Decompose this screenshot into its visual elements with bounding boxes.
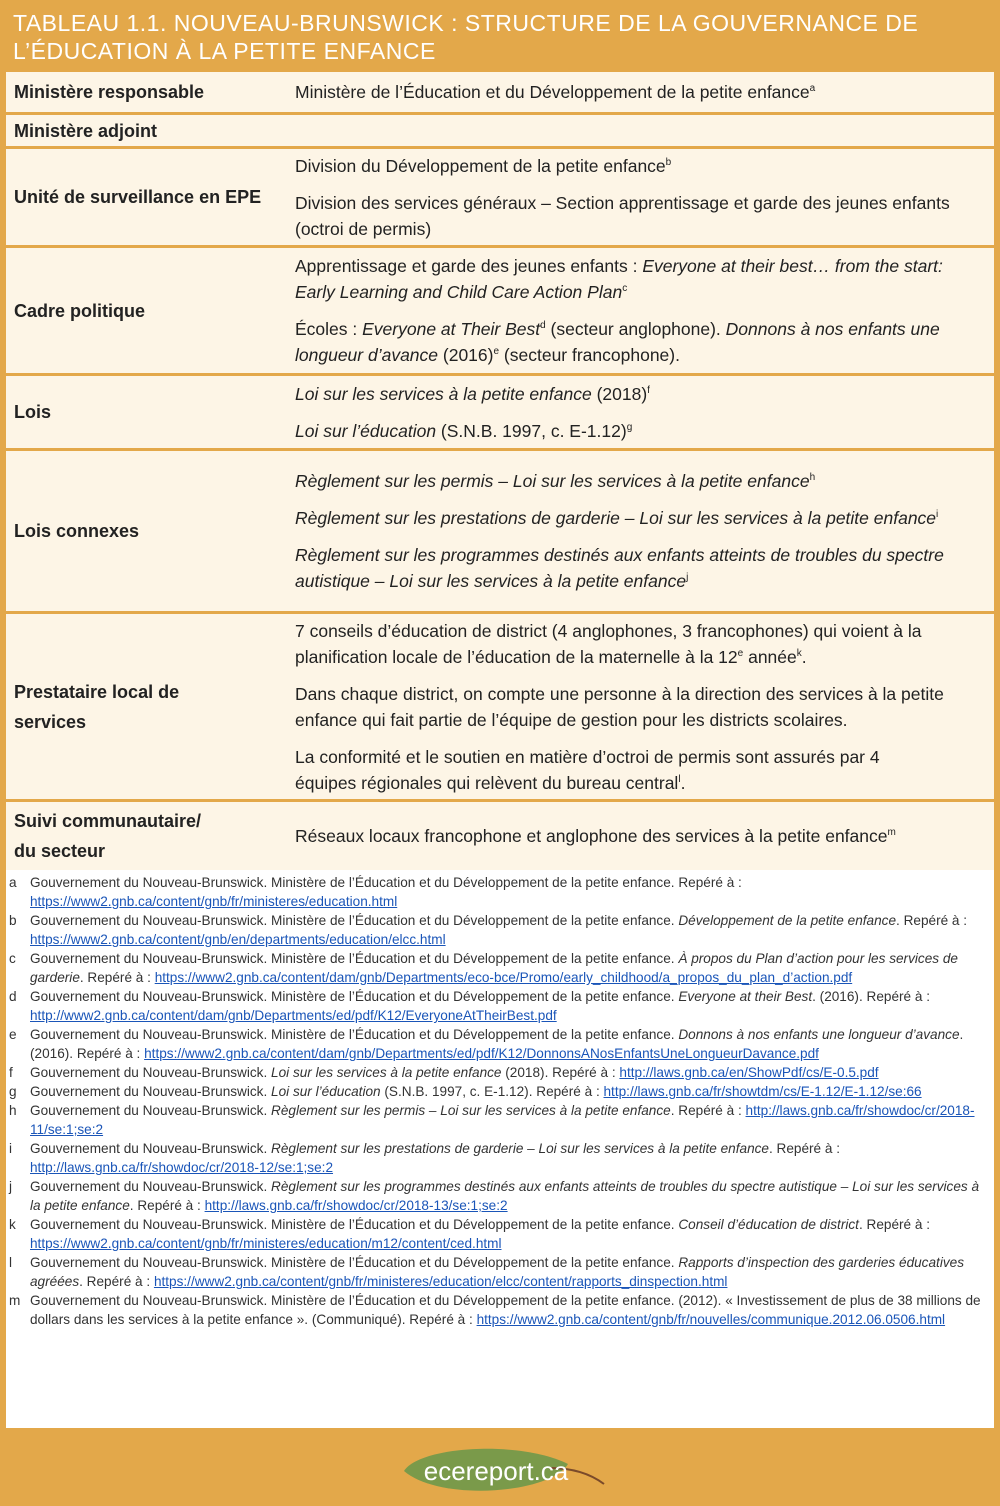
footnote-link[interactable]: https://www2.gnb.ca/content/gnb/fr/nouvelles/communique.2012.06.0506.html (476, 1312, 946, 1327)
footnote-ref: h (809, 472, 816, 484)
row-label: Lois connexes (14, 521, 140, 541)
footnote-ref: a (809, 83, 816, 95)
footnote-text: Gouvernement du Nouveau-Brunswick. Ministère de l’Éducation et du Développement de la petite enfance. (30, 1217, 679, 1232)
footnote-letter: l (9, 1255, 13, 1270)
ordinal-sup: e (737, 647, 744, 659)
row-text-italic: Everyone at Their Best (362, 319, 541, 339)
footnote-title: Règlement sur les programmes destinés aux enfants atteints de troubles du spectre autistique – Loi sur les services à la petite enfance (30, 1179, 980, 1213)
row-text-italic: Règlement sur les programmes destinés aux enfants atteints de troubles du spectre autistique – Loi sur les services à la petite enfance (295, 545, 944, 591)
footnote-letter: c (9, 951, 16, 966)
footnote-ref: d (540, 320, 546, 332)
footnote-link[interactable]: http://laws.gnb.ca/fr/showtdm/cs/E-1.12/E-1.12/se:66 (603, 1084, 922, 1099)
row-label: Cadre politique (14, 300, 146, 321)
footnote-title: À propos du Plan d’action pour les services de garderie (30, 951, 958, 985)
footnote (6, 1101, 994, 1139)
table-row (6, 451, 994, 614)
footnote-title: Conseil d’éducation de district (678, 1217, 859, 1232)
footnote-letter: m (9, 1293, 21, 1308)
footnote-ref: i (936, 509, 939, 521)
table-row (6, 614, 994, 802)
row-text: Division du Développement de la petite enfance (295, 155, 666, 176)
footnote (6, 1215, 994, 1253)
table-row (6, 115, 994, 149)
row-text: Dans chaque district, on compte une personne à la direction des services à la petite enfance qui fait partie de l’équipe de gestion pour les districts scolaires. (295, 683, 944, 730)
footnote-ref: k (796, 647, 802, 659)
footnote-text: . Repéré à : (768, 1141, 841, 1156)
footnote-link[interactable]: https://www2.gnb.ca/content/gnb/fr/ministeres/education/m12/content/ced.html (30, 1236, 502, 1251)
footnotes (6, 870, 994, 1428)
footnote-letter: d (9, 989, 17, 1004)
row-content (288, 802, 994, 870)
row-content (288, 72, 994, 112)
footnote-link[interactable]: https://www2.gnb.ca/content/gnb/fr/ministeres/education/elcc/content/rapports_dinspection.html (153, 1274, 728, 1289)
footnote (6, 949, 994, 987)
row-text: Écoles : (295, 319, 363, 339)
footnote-letter: i (9, 1141, 13, 1156)
footnote-letter: k (9, 1217, 16, 1232)
footnote-link[interactable]: http://laws.gnb.ca/fr/showdoc/cr/2018-12/se:1;se:2 (30, 1160, 334, 1175)
footnote-text: . (2016). Repéré à : (30, 1027, 964, 1061)
footnote (6, 873, 994, 911)
row-text-italic: Donnons à nos enfants une longueur d’avance (295, 319, 940, 365)
footnote-title: Loi sur l’éducation (271, 1084, 381, 1099)
row-content (288, 248, 994, 373)
table-row (6, 802, 994, 870)
row-text: Apprentissage et garde des jeunes enfants : (295, 256, 643, 276)
footnote (6, 1291, 994, 1329)
footnote (6, 1253, 994, 1291)
footnote-text: Gouvernement du Nouveau-Brunswick. Ministère de l’Éducation et du Développement de la petite enfance. (30, 1255, 679, 1270)
footnote-link[interactable]: http://laws.gnb.ca/fr/showdoc/cr/2018-13/se:1;se:2 (204, 1198, 508, 1213)
footnote-text: Gouvernement du Nouveau-Brunswick. (30, 1065, 272, 1080)
row-label: Ministère responsable (14, 82, 205, 102)
governance-table (6, 72, 994, 870)
row-text-italic: Règlement sur les prestations de garderie – Loi sur les services à la petite enfance (295, 508, 937, 528)
title-line-1: TABLEAU 1.1. NOUVEAU-BRUNSWICK : STRUCTURE DE LA GOUVERNANCE DE (13, 10, 919, 36)
row-content (288, 451, 994, 611)
footnote-text: Gouvernement du Nouveau-Brunswick. (30, 1103, 272, 1118)
footnote (6, 1082, 994, 1101)
footnote-link[interactable]: https://www2.gnb.ca/content/dam/gnb/Departments/ed/pdf/K12/DonnonsANosEnfantsUneLongueurDavance.pdf (144, 1046, 819, 1061)
footnote-letter: a (9, 875, 17, 890)
footnote-title: Règlement sur les permis – Loi sur les services à la petite enfance (271, 1103, 671, 1118)
footnote-link[interactable]: http://laws.gnb.ca/fr/showdoc/cr/2018-11/se:1;se:2 (30, 1103, 975, 1137)
footnote-ref: l (678, 773, 681, 785)
footnote-ref: f (647, 384, 650, 396)
footnote-text: Gouvernement du Nouveau-Brunswick. Ministère de l’Éducation et du Développement de la petite enfance. (2012). « Investissement de plus de 38 millions de dollars dans les services à la petite enfance ». (Communiqué). Repéré à : (30, 1293, 981, 1327)
footnote-ref: c (622, 283, 628, 295)
footnote-text: Gouvernement du Nouveau-Brunswick. (30, 1141, 272, 1156)
logo-text: ecereport.ca (423, 1456, 569, 1486)
row-text: (secteur anglophone). (545, 319, 726, 339)
table-row (6, 248, 994, 376)
footnote (6, 1177, 994, 1215)
row-text: (2018) (591, 383, 648, 404)
footnote-text: Gouvernement du Nouveau-Brunswick. Ministère de l’Éducation et du Développement de la petite enfance. (30, 989, 679, 1004)
footnote-text: . (2016). Repéré à : (812, 989, 930, 1004)
footnote (6, 911, 994, 949)
footnote-text: . Repéré à : (129, 1198, 205, 1213)
footnote-link[interactable]: http://www2.gnb.ca/content/dam/gnb/Departments/ed/pdf/K12/EveryoneAtTheirBest.pdf (30, 1008, 557, 1023)
footnote-text: Gouvernement du Nouveau-Brunswick. (30, 1084, 272, 1099)
footnote-ref: g (626, 421, 633, 433)
row-content (288, 149, 994, 245)
footnote-title: Développement de la petite enfance (678, 913, 897, 928)
footnote-text: (2018). Repéré à : (501, 1065, 620, 1080)
row-text: année (743, 646, 797, 667)
row-text-italic: Loi sur l’éducation (295, 420, 437, 441)
footnote-text: Gouvernement du Nouveau-Brunswick. Ministère de l’Éducation et du Développement de la petite enfance. (30, 1027, 679, 1042)
footnote-title: Everyone at their Best (678, 989, 813, 1004)
footnote-text: . Repéré à : (670, 1103, 746, 1118)
footnote-text: Gouvernement du Nouveau-Brunswick. Ministère de l’Éducation et du Développement de la petite enfance. Repéré à : (30, 875, 742, 890)
footnote-title: Donnons à nos enfants une longueur d’avance (678, 1027, 960, 1042)
footnote-link[interactable]: https://www2.gnb.ca/content/dam/gnb/Departments/eco-bce/Promo/early_childhood/a_propos_du_plan_d’action.pdf (154, 970, 853, 985)
footnote (6, 1025, 994, 1063)
row-text: Réseaux locaux francophone et anglophone des services à la petite enfance (295, 826, 888, 846)
row-label: Unité de surveillance en EPE (14, 187, 262, 207)
footnote-text: Gouvernement du Nouveau-Brunswick. Ministère de l’Éducation et du Développement de la petite enfance. (30, 913, 679, 928)
footnote-letter: g (9, 1084, 17, 1099)
ecereport-logo[interactable] (400, 1442, 610, 1500)
footnote-title: Règlement sur les prestations de garderie – Loi sur les services à la petite enfance (271, 1141, 769, 1156)
footnote-text: . Repéré à : (79, 970, 155, 985)
table-row (6, 149, 994, 248)
footnote-title: Loi sur les services à la petite enfance (271, 1065, 502, 1080)
footnote-letter: f (9, 1065, 13, 1080)
row-text: 7 conseils d’éducation de district (4 anglophones, 3 francophones) qui voient à la planification locale de l’éducation de la maternelle à la 12 (295, 620, 922, 667)
footnote-link[interactable]: https://www2.gnb.ca/content/gnb/fr/ministeres/education.html (30, 894, 398, 909)
footnote-text: . Repéré à : (79, 1274, 154, 1289)
row-text: . (801, 646, 807, 667)
footnote-ref: b (665, 156, 672, 168)
footnote-link[interactable]: https://www2.gnb.ca/content/gnb/en/departments/education/elcc.html (30, 932, 446, 947)
row-text: Division des services généraux – Section apprentissage et garde des jeunes enfants (octroi de permis) (295, 192, 950, 239)
footnote-title: Rapports d’inspection des garderies éducatives agréées (30, 1255, 964, 1289)
footnote-text: Gouvernement du Nouveau-Brunswick. (30, 1179, 272, 1194)
row-text: Ministère de l’Éducation et du Développement de la petite enfance (295, 82, 810, 102)
row-content (288, 115, 994, 146)
row-label: Suivi communautaire/ du secteur (14, 811, 202, 861)
table-row (6, 376, 994, 451)
footnote-ref: m (887, 827, 896, 839)
footnote (6, 987, 994, 1025)
row-text: (secteur francophone). (499, 345, 680, 365)
footnote-ref: j (686, 572, 689, 584)
row-text-italic: Everyone at their best… from the start: Early Learning and Child Care Action Plan (295, 256, 943, 302)
footnote-letter: b (9, 913, 17, 928)
row-text: . (680, 772, 686, 793)
footnote-text: Gouvernement du Nouveau-Brunswick. Ministère de l’Éducation et du Développement de la petite enfance. (30, 951, 679, 966)
row-label: Lois (14, 402, 52, 422)
row-text-italic: Règlement sur les permis – Loi sur les services à la petite enfance (295, 471, 810, 491)
footnote-ref: e (493, 346, 500, 358)
footnote-text: . Repéré à : (896, 913, 968, 928)
footnote (6, 1139, 994, 1177)
footnote-letter: j (9, 1179, 13, 1194)
row-label: Ministère adjoint (14, 120, 158, 141)
footnote (6, 1063, 994, 1082)
row-text: (2016) (438, 345, 494, 365)
footnote-text: (S.N.B. 1997, c. E-1.12). Repéré à : (380, 1084, 604, 1099)
footnote-letter: e (9, 1027, 17, 1042)
footnote-link[interactable]: http://laws.gnb.ca/en/ShowPdf/cs/E-0.5.pdf (619, 1065, 879, 1080)
footnote-text: . Repéré à : (858, 1217, 930, 1232)
row-content (288, 614, 994, 799)
row-label: Prestataire local de services (14, 681, 180, 732)
title-line-2: L’ÉDUCATION À LA PETITE ENFANCE (13, 38, 436, 64)
row-text: La conformité et le soutien en matière d’octroi de permis sont assurés par 4 équipes régionales qui relèvent du bureau central (295, 746, 880, 793)
row-content (288, 376, 994, 448)
row-text-italic: Loi sur les services à la petite enfance (295, 383, 592, 404)
table-row (6, 72, 994, 115)
page-title (0, 0, 1000, 72)
footnote-letter: h (9, 1103, 17, 1118)
row-text: (S.N.B. 1997, c. E-1.12) (436, 420, 627, 441)
